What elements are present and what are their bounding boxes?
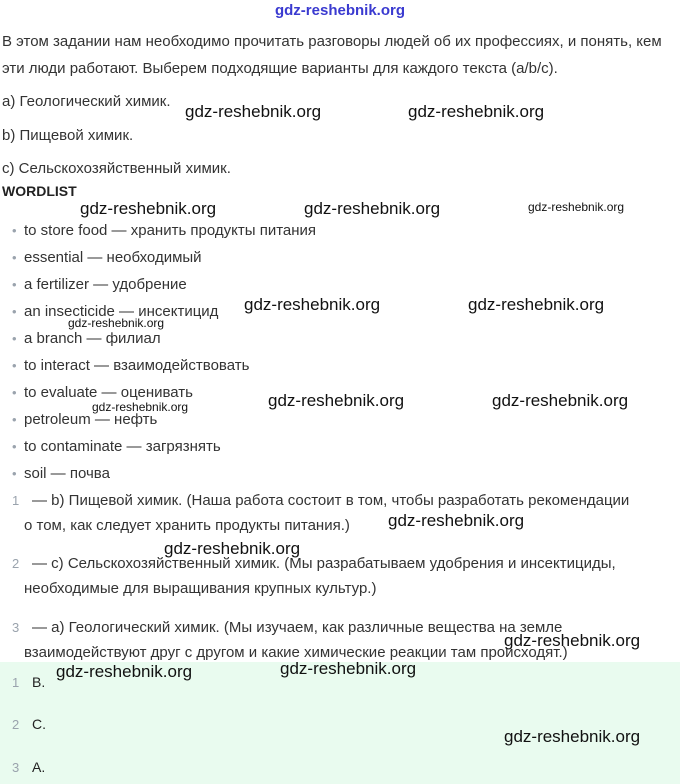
- intro-text: В этом задании нам необходимо прочитать разговоры людей об их профессиях, и понять, кем эти люди работают. Выберем подходящие варианты для каждого текста (a/b/c).: [2, 33, 662, 77]
- list-item: • to contaminate — загрязнять: [12, 434, 316, 461]
- watermark: gdz-reshebnik.org: [388, 511, 525, 530]
- watermark: gdz-reshebnik.org: [528, 200, 625, 214]
- answer-text-cont: необходимые для выращивания крупных культур.): [24, 580, 377, 597]
- answer-2: [12, 551, 680, 601]
- answer-text: — c) Сельскохозяйственный химик. (Мы разрабатываем удобрения и инсектициды,: [32, 555, 616, 572]
- answer-text: — a) Геологический химик. (Мы изучаем, как различные вещества на земле: [32, 619, 563, 636]
- watermark: gdz-reshebnik.org: [185, 102, 322, 121]
- list-item: • to evaluate — оценивать: [12, 380, 316, 407]
- final-answer-number: 1: [12, 675, 20, 690]
- list-item: • a fertilizer — удобрение: [12, 272, 316, 299]
- wordlist-heading: WORDLIST: [2, 183, 77, 199]
- watermark: gdz-reshebnik.org: [280, 659, 417, 678]
- final-answer-value: B.: [32, 674, 46, 690]
- watermark: gdz-reshebnik.org: [504, 727, 641, 746]
- watermark: gdz-reshebnik.org: [408, 102, 545, 121]
- option-b: b) Пищевой химик.: [2, 127, 134, 144]
- watermark: gdz-reshebnik.org: [268, 391, 405, 410]
- answer-text-cont: взаимодействуют друг с другом и какие химические реакции там происходят.): [24, 644, 568, 661]
- final-answer-value: C.: [32, 716, 46, 732]
- option-c: c) Сельскохозяйственный химик.: [2, 160, 231, 177]
- answer-text: — b) Пищевой химик. (Наша работа состоит в том, чтобы разработать рекомендации: [32, 492, 630, 509]
- final-answer-number: 2: [12, 717, 20, 732]
- answer-number: 2: [12, 556, 20, 571]
- wordlist: [12, 218, 316, 488]
- watermark: gdz-reshebnik.org: [164, 539, 301, 558]
- final-answer-2: [12, 716, 46, 732]
- watermark: gdz-reshebnik.org: [492, 391, 629, 410]
- watermark: gdz-reshebnik.org: [80, 199, 217, 218]
- final-answer-3: [12, 759, 45, 775]
- final-answer-value: A.: [32, 759, 46, 775]
- list-item: • a branch — филиал: [12, 326, 316, 353]
- list-item: • to store food — хранить продукты питания: [12, 218, 316, 245]
- watermark: gdz-reshebnik.org: [504, 631, 641, 650]
- watermark: gdz-reshebnik.org: [304, 199, 441, 218]
- watermark: gdz-reshebnik.org: [56, 662, 193, 681]
- list-item: • essential — необходимый: [12, 245, 316, 272]
- answer-number: 1: [12, 493, 20, 508]
- watermark: gdz-reshebnik.org: [68, 316, 165, 330]
- list-item: • to interact — взаимодействовать: [12, 353, 316, 380]
- watermark: gdz-reshebnik.org: [468, 295, 605, 314]
- list-item: • an insecticide — инсектицид: [12, 299, 316, 326]
- final-answer-1: [12, 674, 45, 690]
- watermark: gdz-reshebnik.org: [92, 400, 189, 414]
- final-answer-number: 3: [12, 760, 20, 775]
- list-item: • petroleum — нефть: [12, 407, 316, 434]
- answer-1: [12, 488, 680, 538]
- answer-number: 3: [12, 620, 20, 635]
- option-a: a) Геологический химик.: [2, 93, 171, 110]
- answer-text-cont: о том, как следует хранить продукты питания.): [24, 517, 350, 534]
- list-item: • soil — почва: [12, 461, 316, 488]
- watermark: gdz-reshebnik.org: [244, 295, 381, 314]
- site-header[interactable]: gdz-reshebnik.org: [274, 2, 405, 19]
